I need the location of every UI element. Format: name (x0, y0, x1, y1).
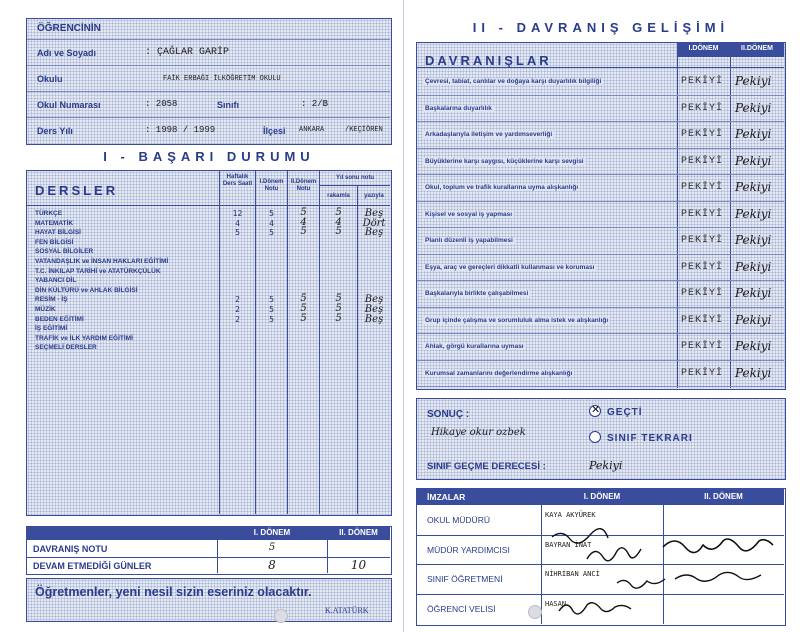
behavior-item-name: Grup içinde çalışma ve sorumluluk alma istek ve alışkanlığı (425, 316, 609, 324)
behavior-item-name: Ahlak, görgü kurallarına uyması (425, 343, 524, 350)
checkmark-icon: ✕ (591, 404, 601, 416)
behavior-title: II - DAVRANIŞ GELİŞİMİ (472, 20, 730, 35)
course-yearend-numeric: 5 (335, 293, 342, 305)
course-term2: 5 (300, 226, 307, 238)
motto-text: Öğretmenler, yeni nesil sizin eseriniz olacaktır. (35, 585, 312, 599)
degree-label: SINIF GEÇME DERECESİ : (427, 461, 546, 472)
behavior-item-name: Planlı düzenli iş yapabilmesi (425, 237, 513, 244)
behavior-grade-t1: 5 (268, 542, 276, 553)
behavior-item-t2: Pekiyi (735, 153, 772, 168)
punch-hole-right (528, 605, 542, 619)
course-term1: 4 (269, 218, 274, 228)
behavior-col-t2: II.DÖNEM (741, 45, 773, 52)
course-yearend-numeric: 5 (335, 226, 342, 238)
course-name: T.C. İNKILAP TARİHİ ve ATATÜRKÇÜLÜK (35, 267, 161, 275)
course-name: TRAFİK ve İLK YARDIM EĞİTİMİ (35, 334, 133, 342)
behavior-item-name: Arkadaşlarıyla iletişim ve yardımseverliği (425, 131, 553, 138)
signature-name: NİHRİBAN ANCİ (545, 570, 600, 578)
course-name: SEÇMELİ DERSLER (35, 344, 97, 352)
behavior-item-name: Başkalarıyla birlikte çalışabilmesi (425, 290, 529, 297)
course-name: MÜZİK (35, 306, 56, 313)
course-term1: 5 (269, 314, 274, 324)
behavior-item-t1: PEKİYİ (681, 155, 724, 167)
signatures-header: İMZALAR (427, 492, 466, 502)
course-yearend-text: Beş (364, 313, 384, 325)
behavior-item-t1: PEKİYİ (681, 314, 724, 326)
name-value: : ÇAĞLAR GARİP (145, 47, 230, 58)
behavior-item-t1: PEKİYİ (681, 341, 724, 352)
behavior-col-t1: I.DÖNEM (688, 45, 719, 52)
col-yearend: Yıl sonu notu (336, 175, 374, 181)
behavior-item-t2: Pekiyi (735, 127, 772, 141)
behavior-item-name: Başkalarına duyarlılık (425, 104, 492, 112)
signature-name: KAYA AKYÜREK (545, 511, 596, 519)
course-yearend-text: Beş (364, 304, 384, 315)
behavior-item-t2: Pekiyi (735, 180, 772, 194)
course-yearend-text: Beş (364, 294, 384, 306)
behavior-item-t2: Pekiyi (735, 365, 772, 380)
courses-header: DERSLER (35, 183, 119, 198)
course-term1: 5 (269, 305, 274, 314)
name-label: Adı ve Soyadı (37, 48, 97, 58)
summary-table (26, 526, 392, 575)
course-name: VATANDAŞLIK ve İNSAN HAKLARI EĞİTİMİ (35, 258, 169, 265)
behavior-item-t1: PEKİYİ (681, 102, 724, 114)
behavior-item-t1: PEKİYİ (681, 261, 724, 273)
signature-name: BAYRAN İNAT (545, 540, 592, 549)
behavior-item-name: Okul, toplum ve trafik kurallarına uyma alışkanlığı (425, 184, 579, 191)
school-value: FAİK ERBAĞI İLKÖĞRETİM OKULU (163, 75, 281, 83)
signature-role: ÖĞRENCİ VELİSİ (427, 603, 496, 614)
absence-t2: 10 (350, 558, 367, 572)
behavior-item-name: Büyüklerine karşı saygısı, küçüklerine karşı sevgisi (425, 157, 584, 165)
signatures-col-t1: I. DÖNEM (583, 492, 621, 501)
course-yearend-numeric: 5 (335, 312, 342, 324)
district-tail: /KEÇİÖREN (345, 126, 383, 134)
behavior-item-t2: Pekiyi (735, 312, 772, 327)
course-yearend-text: Beş (364, 208, 384, 219)
pass-checkbox[interactable] (589, 405, 601, 417)
course-hours: 2 (235, 295, 240, 305)
district-value: ANKARA (299, 126, 325, 134)
behavior-header: DAVRANIŞLAR (425, 53, 552, 68)
course-yearend-numeric: 5 (335, 207, 342, 218)
behavior-item-t1: PEKİYİ (681, 129, 724, 140)
course-name: SOSYAL BİLGİLER (35, 248, 94, 256)
course-name: İŞ EĞİTİMİ (35, 325, 68, 333)
student-info-box (26, 18, 392, 145)
col-text: yazıyla (364, 193, 384, 199)
behavior-grade-label: DAVRANIŞ NOTU (33, 544, 108, 554)
col-numeric: rakamla (327, 193, 350, 199)
class-label: Sınıfı (217, 100, 239, 110)
course-term2: 5 (300, 303, 307, 314)
behavior-item-t2: Pekiyi (735, 206, 772, 221)
repeat-checkbox[interactable] (589, 431, 601, 443)
behavior-item-t1: PEKİYİ (681, 76, 724, 87)
behavior-item-name: Eşya, araç ve gereçleri dikkatli kullanması ve koruması (425, 263, 595, 271)
summary-term1: I. DÖNEM (253, 528, 291, 537)
behavior-item-name: Kurumsal zamanlarını değerlendirme alışkanlığı (425, 369, 573, 377)
signatures-col-t2: II. DÖNEM (704, 492, 743, 501)
behavior-item-t2: Pekiyi (735, 233, 772, 247)
result-label: SONUÇ : (427, 409, 470, 420)
course-hours: 12 (232, 209, 243, 218)
course-name: YABANCI DİL (35, 277, 77, 285)
course-name: MATEMATİK (35, 219, 74, 227)
col-weekly-hours: Haftalık Ders Saati (222, 174, 253, 187)
absence-t1: 8 (268, 558, 276, 572)
course-name: TÜRKÇE (35, 210, 63, 217)
behavior-item-t1: PEKİYİ (681, 288, 724, 299)
course-term2: 5 (300, 312, 307, 324)
signature-role: SINIF ÖĞRETMENİ (427, 574, 503, 584)
handwritten-signatures (417, 489, 784, 624)
behavior-item-name: Çevresi, tabiat, canlılar ve doğaya karşı duyarlılık bilgiliği (425, 78, 602, 85)
course-name: HAYAT BİLGİSİ (35, 229, 81, 237)
col-term1: I.Dönem Notu (259, 179, 284, 192)
fold-line (403, 0, 404, 632)
year-label: Ders Yılı (37, 126, 73, 136)
achievement-title: I - BAŞARI DURUMU (103, 149, 315, 164)
behavior-item-t1: PEKİYİ (681, 208, 724, 220)
signature-role: OKUL MÜDÜRÜ (427, 515, 490, 525)
course-term2: 5 (300, 293, 307, 305)
course-hours: 2 (235, 314, 240, 324)
behavior-item-t2: Pekiyi (735, 74, 772, 88)
motto-signature: K.ATATÜRK (325, 606, 369, 615)
col-term2: II.Dönem Notu (290, 179, 317, 192)
signature-role: MÜDÜR YARDIMCISI (427, 544, 510, 555)
degree-value: Pekiyi (589, 459, 623, 472)
behavior-item-t1: PEKİYİ (681, 182, 724, 193)
result-note: Hikaye okur ozbek (431, 427, 526, 438)
course-hours: 4 (235, 218, 240, 228)
grades-table (26, 170, 392, 516)
course-name: FEN BİLGİSİ (35, 238, 74, 246)
student-header: ÖĞRENCİNİN (37, 23, 101, 34)
signature-name: HASAN (545, 599, 567, 608)
behavior-item-t2: Pekiyi (735, 259, 772, 274)
year-value: : 1998 / 1999 (145, 125, 216, 135)
pass-label: GEÇTİ (607, 407, 643, 418)
behavior-table (416, 42, 786, 390)
repeat-label: SINIF TEKRARI (607, 433, 693, 444)
number-value: : 2058 (145, 99, 178, 109)
course-hours: 5 (235, 228, 240, 238)
signatures-table (416, 488, 786, 626)
course-yearend-numeric: 5 (335, 303, 342, 314)
course-term1: 5 (269, 209, 274, 218)
course-hours: 2 (235, 305, 240, 314)
motto-box (26, 578, 392, 622)
course-name: DİN KÜLTÜRÜ ve AHLAK BİLGİSİ (35, 286, 138, 294)
summary-term2: II. DÖNEM (339, 528, 378, 537)
course-term2: 5 (300, 207, 307, 218)
school-label: Okulu (37, 74, 63, 84)
behavior-item-t2: Pekiyi (735, 100, 772, 115)
district-label: İlçesi (263, 126, 286, 136)
behavior-item-t1: PEKİYİ (681, 367, 724, 379)
number-label: Okul Numarası (37, 100, 101, 110)
behavior-item-t2: Pekiyi (735, 286, 772, 300)
punch-hole-left (274, 609, 288, 623)
course-name: RESİM - İŞ (35, 296, 68, 304)
class-value: : 2/B (301, 99, 329, 109)
behavior-item-t1: PEKİYİ (681, 235, 724, 246)
absence-label: DEVAM ETMEDİĞİ GÜNLER (33, 561, 152, 571)
course-yearend-text: Beş (364, 227, 384, 239)
course-yearend-numeric: 4 (335, 216, 342, 228)
course-yearend-text: Dört (362, 217, 386, 229)
course-term1: 5 (269, 295, 274, 305)
course-term2: 4 (300, 216, 307, 228)
behavior-item-name: Kişisel ve sosyal iş yapması (425, 210, 513, 218)
course-name: BEDEN EĞİTİMİ (35, 315, 84, 323)
course-term1: 5 (269, 228, 274, 238)
behavior-item-t2: Pekiyi (735, 339, 772, 353)
result-box (416, 398, 786, 480)
